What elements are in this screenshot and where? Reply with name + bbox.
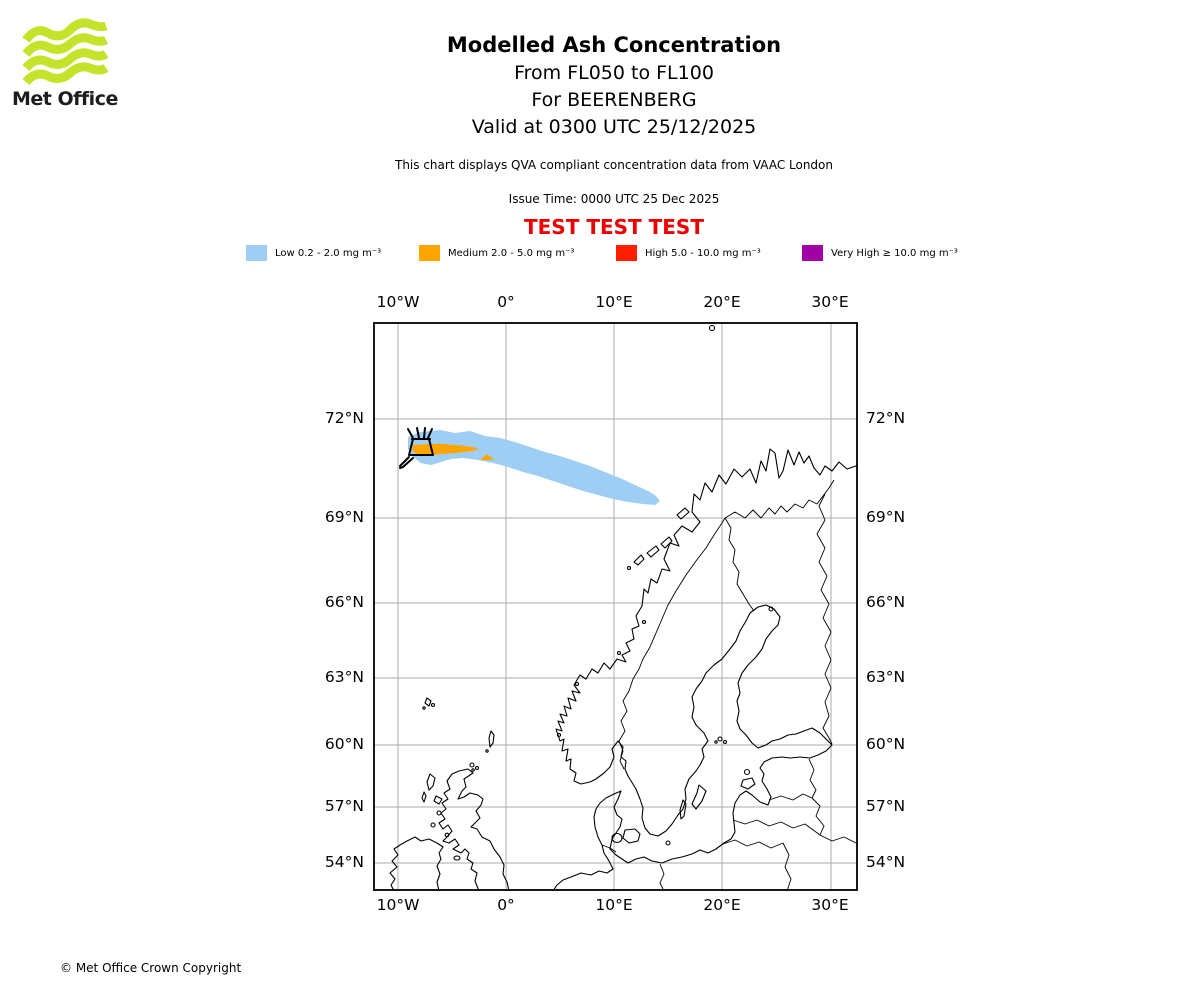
map-panel bbox=[373, 322, 858, 891]
y-tick-label: 57°N bbox=[866, 797, 906, 815]
coastline bbox=[390, 326, 858, 892]
y-tick-label: 66°N bbox=[324, 593, 364, 611]
x-tick-label: 30°E bbox=[811, 293, 849, 311]
issue-time: Issue Time: 0000 UTC 25 Dec 2025 bbox=[508, 192, 720, 206]
test-banner: TEST TEST TEST bbox=[524, 215, 704, 239]
y-tick-label: 66°N bbox=[866, 593, 906, 611]
x-tick-label: 10°W bbox=[376, 896, 420, 914]
legend-item-high bbox=[616, 244, 761, 262]
x-tick-label: 10°W bbox=[376, 293, 420, 311]
x-tick-label: 30°E bbox=[811, 896, 849, 914]
title-flight-levels: From FL050 to FL100 bbox=[514, 62, 714, 84]
legend-label-very-high: Very High ≥ 10.0 mg m⁻³ bbox=[831, 247, 958, 259]
x-tick-label: 20°E bbox=[703, 896, 741, 914]
copyright-text: © Met Office Crown Copyright bbox=[60, 961, 242, 975]
x-tick-label: 0° bbox=[497, 293, 515, 311]
y-tick-label: 54°N bbox=[866, 853, 906, 871]
legend-item-medium bbox=[419, 244, 574, 262]
legend-item-very-high bbox=[802, 244, 958, 262]
y-tick-label: 60°N bbox=[866, 735, 906, 753]
y-tick-label: 72°N bbox=[324, 409, 364, 427]
y-tick-label: 69°N bbox=[866, 508, 906, 526]
page-title: Modelled Ash Concentration bbox=[446, 33, 782, 57]
legend-swatch-low bbox=[246, 245, 267, 261]
map-canvas bbox=[373, 322, 858, 891]
x-tick-label: 20°E bbox=[703, 293, 741, 311]
y-tick-label: 63°N bbox=[324, 668, 364, 686]
y-tick-label: 63°N bbox=[866, 668, 906, 686]
legend-swatch-high bbox=[616, 245, 637, 261]
x-tick-label: 0° bbox=[497, 896, 515, 914]
met-office-logo-text: Met Office bbox=[12, 88, 118, 110]
chart-description: This chart displays QVA compliant concentration data from VAAC London bbox=[395, 158, 833, 172]
y-tick-label: 57°N bbox=[324, 797, 364, 815]
x-tick-label: 10°E bbox=[595, 293, 633, 311]
title-valid-time: Valid at 0300 UTC 25/12/2025 bbox=[471, 116, 757, 138]
y-tick-label: 60°N bbox=[324, 735, 364, 753]
legend-item-low bbox=[246, 244, 381, 262]
y-tick-label: 69°N bbox=[324, 508, 364, 526]
legend-label-low: Low 0.2 - 2.0 mg m⁻³ bbox=[275, 247, 382, 259]
legend-label-medium: Medium 2.0 - 5.0 mg m⁻³ bbox=[448, 247, 575, 259]
y-tick-label: 72°N bbox=[866, 409, 906, 427]
legend-swatch-very-high bbox=[802, 245, 823, 261]
graticule-grid bbox=[373, 322, 858, 891]
ash-plume-low bbox=[408, 430, 660, 505]
x-tick-label: 10°E bbox=[595, 896, 633, 914]
legend-label-high: High 5.0 - 10.0 mg m⁻³ bbox=[645, 247, 761, 259]
y-tick-label: 54°N bbox=[324, 853, 364, 871]
title-volcano: For BEERENBERG bbox=[531, 89, 697, 111]
country-borders bbox=[602, 480, 858, 891]
legend-swatch-medium bbox=[419, 245, 440, 261]
title-block bbox=[0, 30, 1200, 141]
